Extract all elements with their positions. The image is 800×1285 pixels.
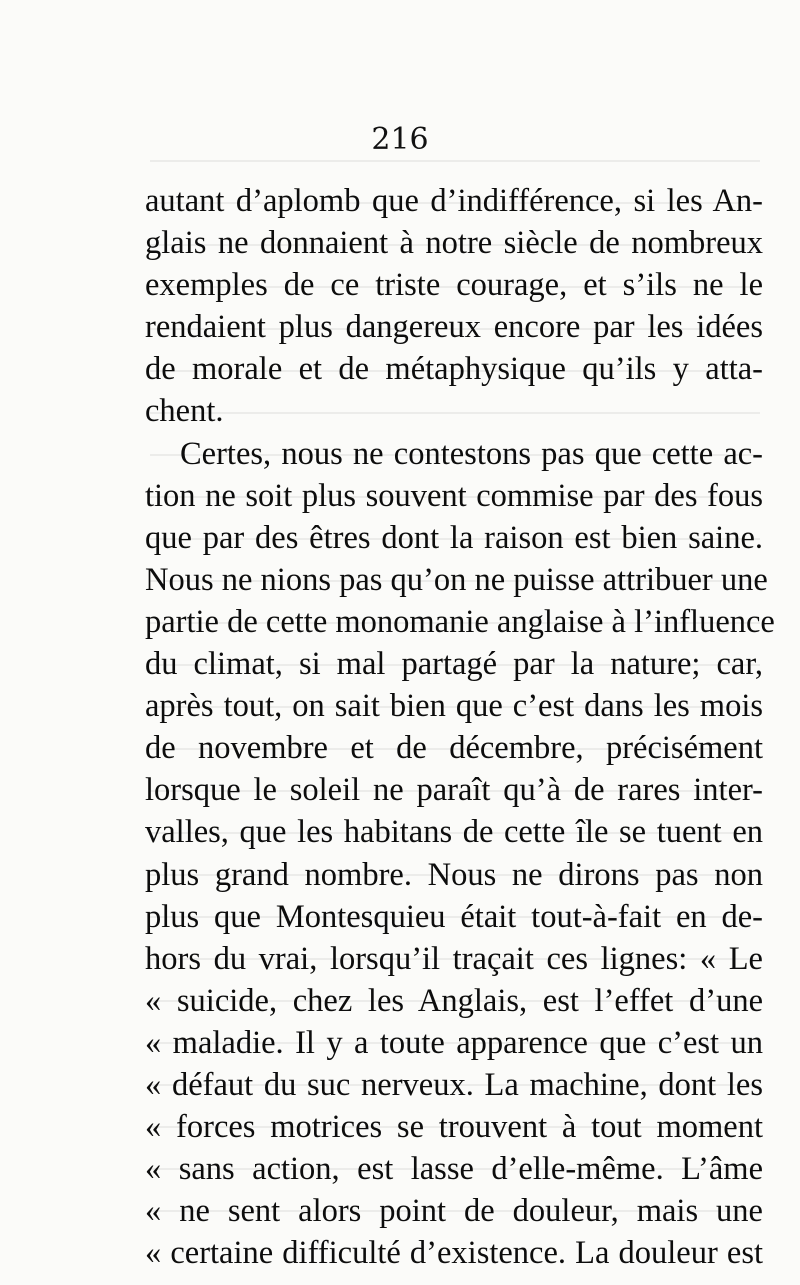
text-line: après tout, on sait bien que c’est dans les mois [145,688,763,725]
text-line: valles, que les habitans de cette île se tuent en [145,814,763,851]
text-line: lorsque le soleil ne paraît qu’à de rares inter- [145,772,763,809]
text-line: tion ne soit plus souvent commise par des fous [145,477,763,514]
text-line: partie de cette monomanie anglaise à l’influence [145,603,775,640]
text-line: hors du vrai, lorsqu’il traçait ces lignes: « Le [145,940,763,977]
text-line: « suicide, chez les Anglais, est l’effet d’une [145,982,763,1019]
text-line: Certes, nous ne contestons pas que cette ac- [180,435,763,472]
text-line: « maladie. Il y a toute apparence que c’est un [145,1024,763,1061]
text-line: « certaine difficulté d’existence. La douleur est [145,1235,763,1272]
page-number: 216 [371,122,429,157]
text-line: plus que Montesquieu était tout-à-fait en de- [145,898,763,935]
text-line: autant d’aplomb que d’indifférence, si les An- [145,183,763,219]
text-line: « ne sent alors point de douleur, mais une [145,1193,763,1230]
text-line: « sans action, est lasse d’elle-même. L’âme [145,1151,763,1188]
text-line: de novembre et de décembre, précisément [145,730,763,767]
text-line: glais ne donnaient à notre siècle de nombreux [145,225,763,262]
text-line: exemples de ce triste courage, et s’ils ne le [145,267,763,304]
text-line: du climat, si mal partagé par la nature; car, [145,646,763,683]
text-line: « forces motrices se trouvent à tout moment [145,1109,763,1146]
body-text [145,180,775,1274]
text-line: chent. [145,393,224,430]
text-line: de morale et de métaphysique qu’ils y atta- [145,351,763,388]
text-line: rendaient plus dangereux encore par les idées [145,309,763,346]
text-line: que par des êtres dont la raison est bien saine. [145,519,763,556]
text-line: « défaut du suc nerveux. La machine, dont les [145,1066,763,1103]
text-line: plus grand nombre. Nous ne dirons pas non [145,856,763,893]
text-line: Nous ne nions pas qu’on ne puisse attribuer une [145,561,768,598]
